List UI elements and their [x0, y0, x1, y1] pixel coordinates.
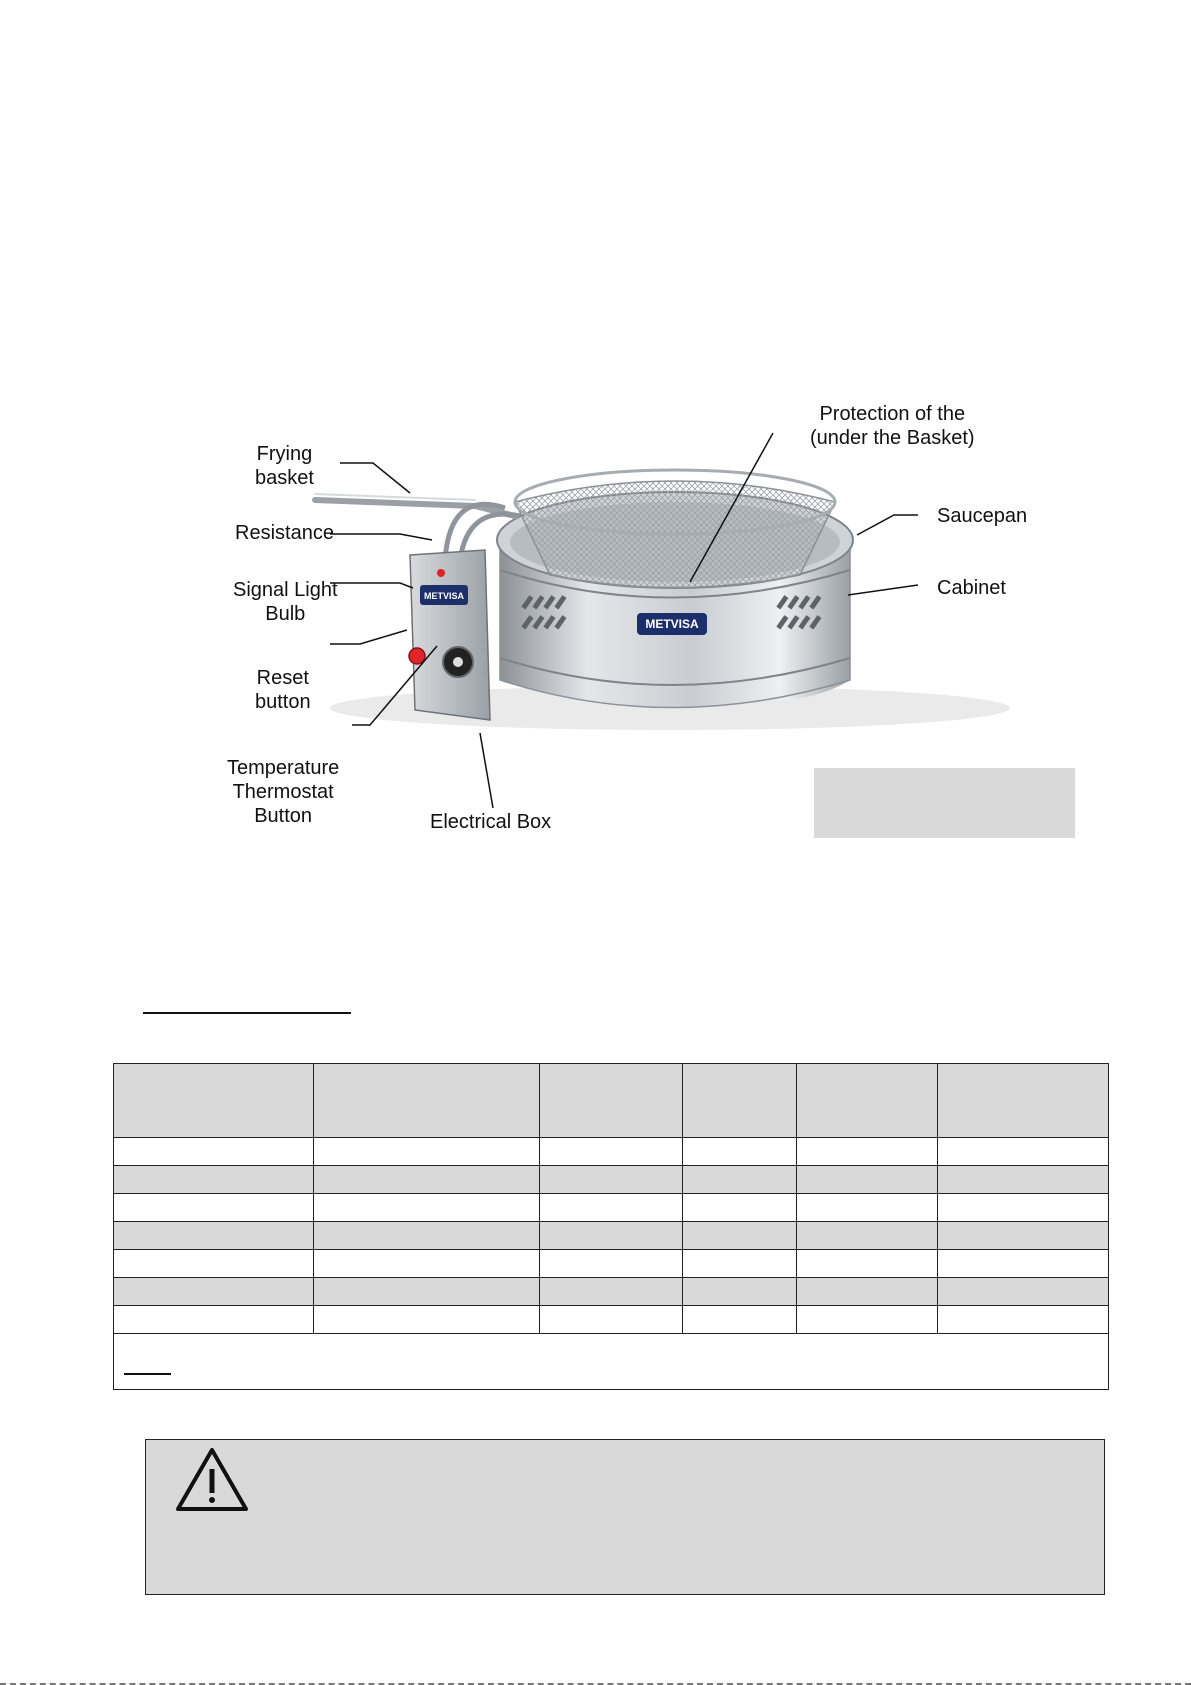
table-header-cell [314, 1064, 540, 1138]
signal-light-bulb [437, 569, 445, 577]
table-row [114, 1278, 1109, 1306]
table-note-row [114, 1334, 1109, 1390]
table-cell [114, 1222, 314, 1250]
label-saucepan: Saucepan [937, 505, 1028, 527]
specifications-table [113, 1063, 1109, 1390]
table-row [114, 1138, 1109, 1166]
warning-box [145, 1439, 1105, 1595]
table-header-cell [938, 1064, 1109, 1138]
reset-button-knob [409, 648, 425, 664]
table-cell [314, 1138, 540, 1166]
table-cell [114, 1306, 314, 1334]
table-cell [683, 1306, 797, 1334]
label-frying-basket: Frying basket [255, 443, 314, 489]
electrical-box [410, 550, 490, 720]
table-cell [797, 1166, 938, 1194]
table-cell [114, 1138, 314, 1166]
table-cell [314, 1222, 540, 1250]
label-thermostat: Temperature Thermostat Button [227, 757, 340, 827]
label-electrical-box: Electrical Box [430, 811, 552, 833]
table-cell [797, 1138, 938, 1166]
table-cell [114, 1250, 314, 1278]
table-row [114, 1194, 1109, 1222]
table-cell [540, 1138, 683, 1166]
table-cell [314, 1250, 540, 1278]
table-cell [938, 1138, 1109, 1166]
table-note-cell [114, 1334, 1109, 1390]
table-cell [540, 1250, 683, 1278]
table-cell [683, 1278, 797, 1306]
label-resistance: Resistance [235, 522, 334, 544]
label-cabinet: Cabinet [937, 577, 1006, 599]
warning-triangle-icon [174, 1445, 250, 1515]
gray-caption-box [814, 768, 1075, 838]
table-row [114, 1306, 1109, 1334]
table-cell [938, 1278, 1109, 1306]
table-cell [797, 1306, 938, 1334]
table-cell [797, 1194, 938, 1222]
label-reset-button: Reset button [255, 667, 311, 713]
table-row [114, 1222, 1109, 1250]
table-header-cell [114, 1064, 314, 1138]
table-cell [683, 1250, 797, 1278]
table-header-cell [540, 1064, 683, 1138]
table-cell [114, 1278, 314, 1306]
table-cell [314, 1278, 540, 1306]
table-cell [683, 1222, 797, 1250]
table-cell [114, 1166, 314, 1194]
table-cell [938, 1166, 1109, 1194]
table-cell [683, 1138, 797, 1166]
table-header-cell [683, 1064, 797, 1138]
section-heading-underline [143, 1012, 351, 1014]
table-cell [938, 1222, 1109, 1250]
table-cell [938, 1250, 1109, 1278]
table-cell [314, 1194, 540, 1222]
table-cell [797, 1222, 938, 1250]
table-cell [540, 1278, 683, 1306]
table-row [114, 1166, 1109, 1194]
table-cell [683, 1166, 797, 1194]
table-cell [797, 1250, 938, 1278]
label-protection: Protection of the (under the Basket) [810, 403, 975, 449]
table-cell [938, 1306, 1109, 1334]
table-cell [114, 1194, 314, 1222]
table-cell [540, 1166, 683, 1194]
thermostat-dial-center [453, 657, 463, 667]
table-cell [540, 1222, 683, 1250]
cabinet-logo-text: METVISA [645, 617, 699, 631]
table-cell [797, 1278, 938, 1306]
table-header-cell [797, 1064, 938, 1138]
table-cell [540, 1306, 683, 1334]
table-cell [938, 1194, 1109, 1222]
table-cell [683, 1194, 797, 1222]
table-cell [540, 1194, 683, 1222]
table-cell [314, 1166, 540, 1194]
note-underline [124, 1373, 171, 1375]
table-cell [314, 1306, 540, 1334]
table-header-row [114, 1064, 1109, 1138]
box-logo-text: METVISA [423, 591, 465, 601]
label-signal-light: Signal Light Bulb [233, 579, 338, 625]
table-row [114, 1250, 1109, 1278]
